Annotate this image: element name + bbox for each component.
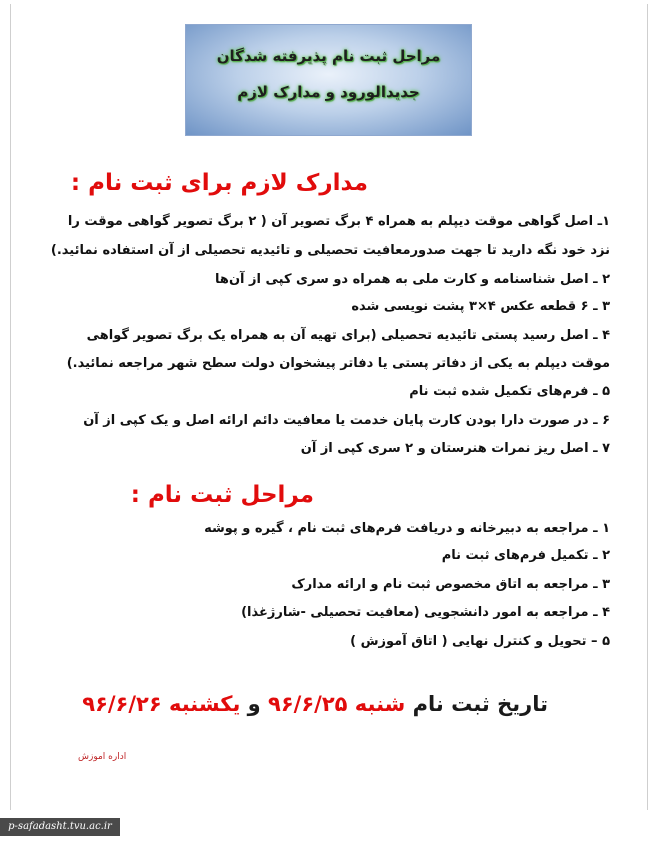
site-watermark: p-safadasht.tvu.ac.ir — [0, 818, 120, 836]
steps-item-2: ۲ ـ تکمیل فرم‌های ثبت نام — [441, 548, 610, 563]
documents-item-1-text: ۱ـ اصل گواهی موقت دیپلم به همراه ۴ برگ تصویر آن — [271, 214, 610, 229]
documents-item-7: ۷ ـ اصل ریز نمرات هنرستان و ۲ سری کپی از آن — [300, 441, 610, 456]
documents-heading: مدارک لازم برای ثبت نام : — [70, 170, 368, 196]
documents-item-3: ۳ ـ ۶ قطعه عکس ۴×۳ پشت نویسی شده — [351, 299, 610, 314]
steps-item-3: ۳ ـ مراجعه به اتاق مخصوص ثبت نام و ارائه مدارک — [291, 577, 610, 592]
steps-item-1: ۱ ـ مراجعه به دبیرخانه و دریافت فرم‌های ثبت نام ، گیره و پوشه — [204, 521, 610, 536]
documents-item-5: ۵ ـ فرم‌های تکمیل شده ثبت نام — [409, 384, 610, 399]
documents-item-1-highlight: ( ۲ برگ تصویر گواهی موقت را — [67, 214, 267, 229]
steps-heading: مراحل ثبت نام : — [130, 482, 314, 508]
registration-date-conjunction: و — [247, 692, 261, 716]
title-banner — [185, 24, 472, 136]
registration-date-prefix: تاریخ ثبت نام — [412, 692, 548, 716]
steps-item-5: ۵ – تحویل و کنترل نهایی ( اتاق آموزش ) — [350, 634, 610, 649]
registration-date-day-1: شنبه ۹۶/۶/۲۵ — [268, 692, 406, 716]
registration-date-day-2: یکشنبه ۹۶/۶/۲۶ — [82, 692, 241, 716]
banner-title-line-2: جدیدالورود و مدارک لازم — [237, 83, 420, 101]
documents-item-4-line-2: موقت دیپلم به یکی از دفاتر پستی یا دفاتر پیشخوان دولت سطح شهر مراجعه نمائید.) — [66, 356, 610, 371]
documents-item-6: ۶ ـ در صورت دارا بودن کارت پایان خدمت یا معافیت دائم ارائه اصل و یک کپی از آن — [83, 413, 610, 428]
registration-date — [82, 692, 548, 716]
documents-item-1-line-2 — [51, 243, 610, 258]
office-signature: اداره اموزش — [78, 752, 127, 762]
documents-item-4-line-1: ۴ ـ اصل رسید پستی تائیدیه تحصیلی (برای تهیه آن به همراه یک برگ تصویر گواهی — [86, 328, 610, 343]
documents-item-1-line-1 — [68, 214, 610, 229]
documents-item-2: ۲ ـ اصل شناسنامه و کارت ملی به همراه دو سری کپی از آن‌ها — [215, 272, 610, 287]
steps-item-4: ۴ ـ مراجعه به امور دانشجویی (معافیت تحصیلی -شارژغذا) — [241, 605, 610, 620]
banner-title-line-1: مراحل ثبت نام پذیرفته شدگان — [216, 47, 441, 65]
documents-item-1-highlight-continued: نزد خود نگه دارید تا جهت صدورمعافیت تحصیلی و تائیدیه تحصیلی از آن استفاده نمائید.) — [50, 243, 610, 258]
